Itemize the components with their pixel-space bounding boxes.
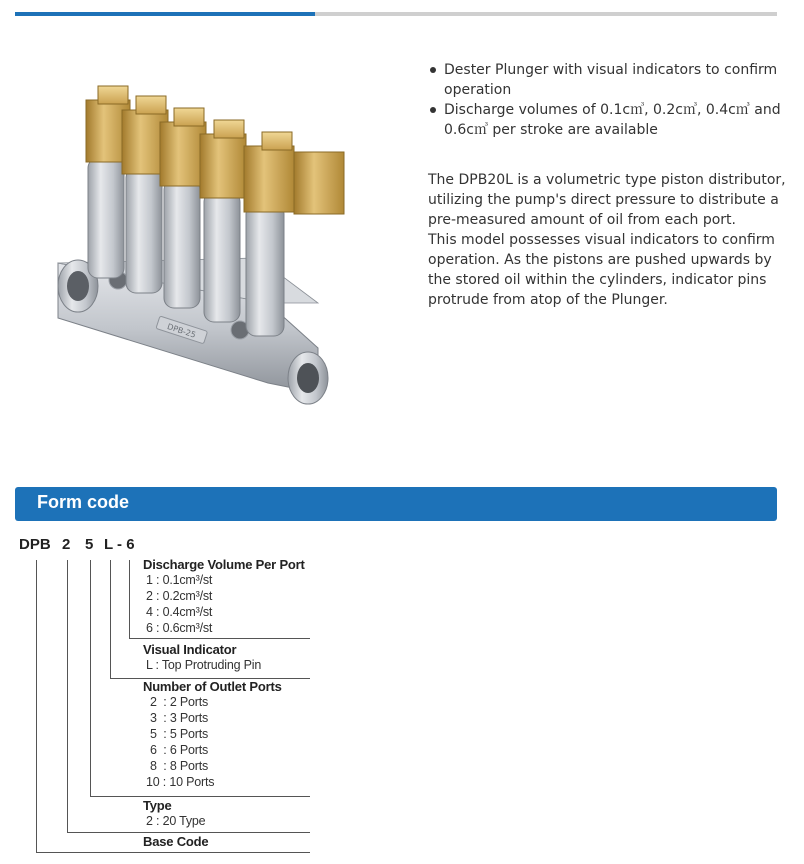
option-volume: 1 : 0.1cm³/st [146, 573, 213, 587]
section-title-outlet-ports: Number of Outlet Ports [143, 679, 282, 694]
form-code-diagram [0, 530, 400, 860]
end-brass-block [294, 152, 344, 214]
option-volume: 6 : 0.6cm³/st [146, 621, 213, 635]
code-part-ports: 5 [85, 536, 94, 553]
underline-type [67, 832, 310, 833]
underline-base [36, 852, 310, 853]
option-type: 2 : 20 Type [146, 814, 206, 828]
option-volume: 2 : 0.2cm³/st [146, 589, 213, 603]
section-title-type: Type [143, 798, 172, 813]
code-part-type: 2 [62, 536, 71, 553]
cylinder-4 [200, 120, 246, 322]
feature-list [428, 60, 788, 140]
product-image [18, 48, 388, 428]
code-part-indicator-volume: L - 6 [104, 536, 135, 553]
option-ports: 10 : 10 Ports [146, 775, 215, 789]
form-code-banner [15, 487, 777, 521]
leader-ports [90, 560, 91, 796]
option-ports: 2 : 2 Ports [150, 695, 209, 709]
feature-item: Discharge volumes of 0.1c㎥, 0.2c㎥, 0.4c㎥ and 0.6c㎥ per stroke are available [428, 100, 788, 140]
top-divider [15, 12, 777, 16]
option-ports: 8 : 8 Ports [150, 759, 209, 773]
option-ports: 6 : 6 Ports [150, 743, 209, 757]
section-title-base-code: Base Code [143, 834, 209, 849]
option-volume: 4 : 0.4cm³/st [146, 605, 213, 619]
description-paragraph: This model possesses visual indicators to confirm operation. As the pistons are pushed upwards by the stored oil within the cylinders, indicator pins protrude from atop of the Plunger. [428, 232, 775, 308]
leader-type [67, 560, 68, 832]
leader-indicator [110, 560, 111, 678]
option-indicator: L : Top Protruding Pin [146, 658, 262, 672]
underline-volume [129, 638, 310, 639]
top-divider-accent [15, 12, 315, 16]
feature-item: Dester Plunger with visual indicators to confirm operation [428, 60, 788, 100]
product-description [428, 170, 788, 310]
cylinder-3 [160, 108, 206, 308]
underline-ports [90, 796, 310, 797]
embossed-label: DPB-25 [166, 322, 197, 340]
option-ports: 5 : 5 Ports [150, 727, 209, 741]
section-title-visual-indicator: Visual Indicator [143, 642, 237, 657]
section-title-discharge-volume: Discharge Volume Per Port [143, 557, 305, 572]
option-ports: 3 : 3 Ports [150, 711, 209, 725]
form-code-title: Form code [37, 492, 130, 512]
leader-volume [129, 560, 130, 638]
description-paragraph: The DPB20L is a volumetric type piston distributor, utilizing the pump's direct pressure to distribute a pre-measured amount of oil from each port. [428, 172, 786, 228]
code-part-base: DPB [19, 536, 51, 553]
cylinder-5 [244, 132, 294, 336]
leader-base [36, 560, 37, 852]
